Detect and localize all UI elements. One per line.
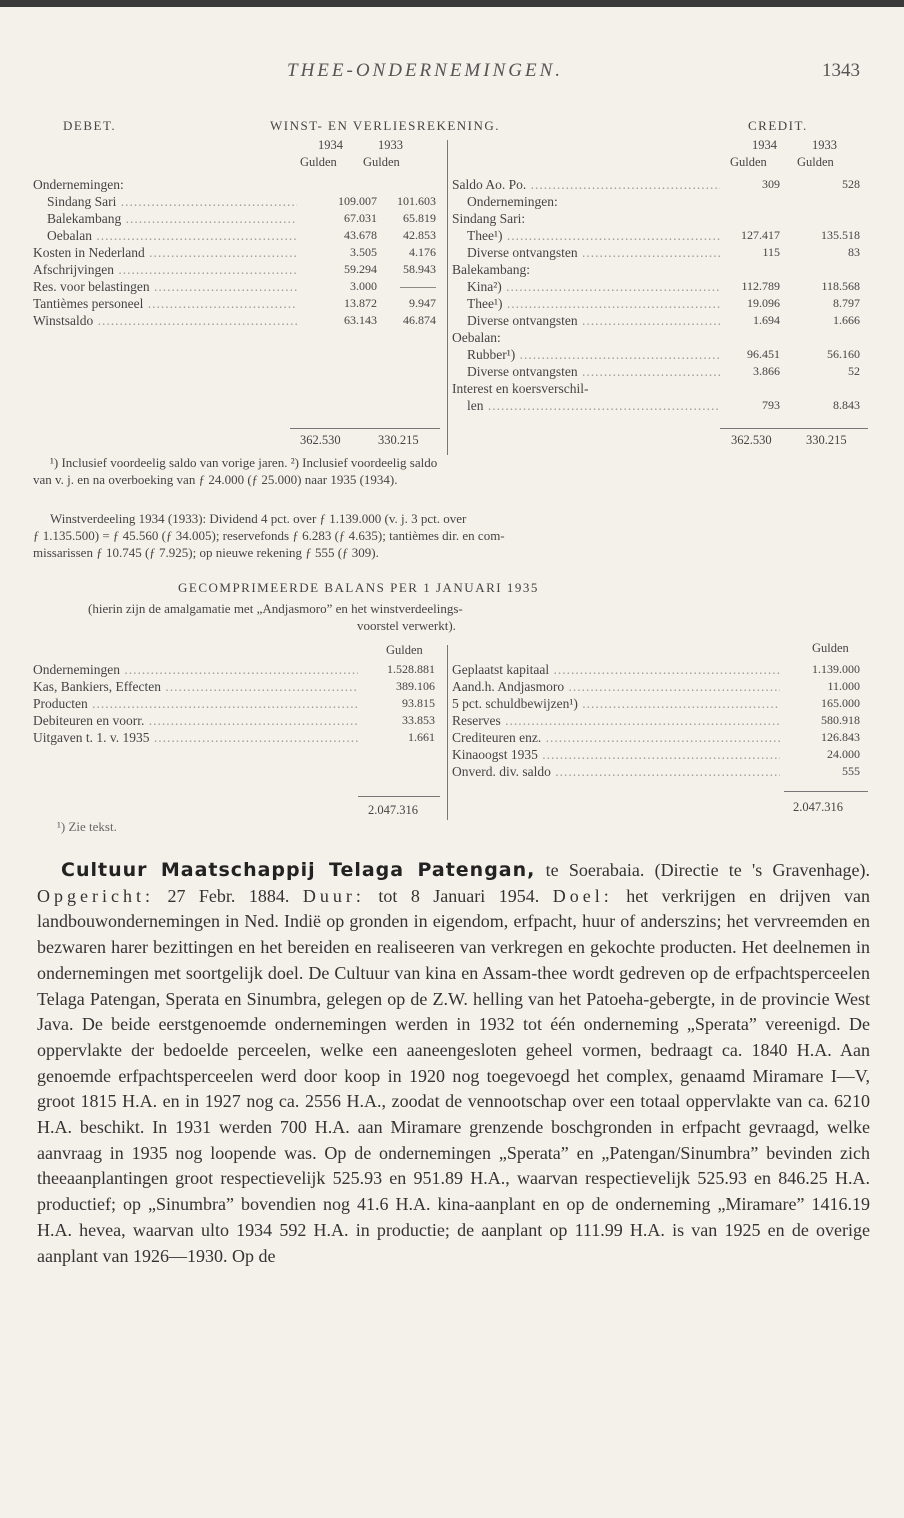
row-value: 1.528.881 — [387, 662, 435, 676]
row-value: 1.139.000 — [812, 662, 860, 676]
row-label: Onverd. div. saldo ..... — [452, 763, 780, 780]
company-name: Cultuur Maatschappij Telaga Patengan, — [61, 859, 536, 881]
debet-total-1933: 330.215 — [378, 433, 419, 447]
row-value: 389.106 — [396, 679, 435, 693]
value-1933: 83 — [848, 245, 860, 259]
row-value: 555 — [842, 764, 860, 778]
value-1934: 112.789 — [741, 279, 780, 293]
balans-credit-table — [452, 661, 870, 780]
table-row — [452, 363, 870, 380]
duur-label: Duur: — [302, 885, 365, 906]
table-row — [452, 346, 870, 363]
table-row — [33, 210, 443, 227]
value-1933: 56.160 — [827, 347, 860, 361]
table-row — [452, 295, 870, 312]
balans-total-left: 2.047.316 — [368, 803, 418, 817]
table-row — [33, 695, 443, 712]
balans-title: GECOMPRIMEERDE BALANS PER 1 JANUARI 1935 — [178, 580, 539, 595]
row-label: Aand.h. Andjasmoro ..... — [452, 678, 780, 695]
value-1934: 793 — [762, 398, 780, 412]
balans-total-rule-right — [784, 791, 868, 792]
balans-divider — [447, 645, 448, 820]
value-1933: 8.843 — [833, 398, 860, 412]
table-row — [33, 176, 443, 193]
row-label: Winstsaldo ..... — [33, 312, 297, 329]
opgericht-label: Opgericht: — [37, 885, 154, 906]
credit-total-1933: 330.215 — [806, 433, 847, 447]
row-value: 126.843 — [821, 730, 860, 744]
credit-unit-1934: Gulden — [730, 155, 767, 169]
winstverdeeling-line: Winstverdeeling 1934 (1933): Dividend 4 pct. over ƒ 1.139.000 (v. j. 3 pct. over — [50, 511, 467, 526]
row-value: 580.918 — [821, 713, 860, 727]
table-row — [452, 695, 870, 712]
value-1933: 42.853 — [403, 228, 436, 242]
debet-unit-1933: Gulden — [363, 155, 400, 169]
table-row — [33, 244, 443, 261]
row-label: Sindang Sari ..... — [47, 193, 297, 210]
row-label: Tantièmes personeel ..... — [33, 295, 297, 312]
table-row — [452, 746, 870, 763]
table-row — [33, 661, 443, 678]
table-row — [33, 278, 443, 295]
row-value: 11.000 — [827, 679, 860, 693]
winstverdeeling-line: ƒ 1.135.500) = ƒ 45.560 (ƒ 34.005); reservefonds ƒ 6.283 (ƒ 4.635); tantièmes dir. en com- — [33, 528, 505, 543]
table-row — [452, 244, 870, 261]
scan-edge — [0, 0, 904, 7]
row-label: Oebalan ..... — [47, 227, 297, 244]
debet-table — [33, 176, 443, 329]
row-label: Ondernemingen ..... — [33, 661, 358, 678]
company-location: te Soerabaia. — [535, 860, 645, 880]
credit-heading: CREDIT. — [748, 118, 808, 133]
winstverdeeling-line: missarissen ƒ 10.745 (ƒ 7.925); op nieuwe rekening ƒ 555 (ƒ 309). — [33, 545, 379, 560]
value-1934: 3.000 — [350, 279, 377, 293]
value-1934: 43.678 — [344, 228, 377, 242]
value-1933: 58.943 — [403, 262, 436, 276]
footnote-line: ¹) Inclusief voordeelig saldo van vorige jaren. ²) Inclusief voordeelig saldo — [50, 455, 438, 470]
balans-total-rule-left — [358, 796, 440, 797]
value-1933: 1.666 — [833, 313, 860, 327]
row-label: Diverse ontvangsten ..... — [467, 312, 720, 329]
table-row — [452, 210, 870, 227]
table-row — [452, 678, 870, 695]
credit-year-1933: 1933 — [812, 138, 837, 152]
row-label: Geplaatst kapitaal ..... — [452, 661, 780, 678]
value-1933: 101.603 — [397, 194, 436, 208]
row-label: 5 pct. schuldbewijzen¹) ..... — [452, 695, 780, 712]
value-1933: 52 — [848, 364, 860, 378]
value-1934: 59.294 — [344, 262, 377, 276]
row-label: Afschrijvingen ..... — [33, 261, 297, 278]
table-row — [452, 278, 870, 295]
table-row — [452, 729, 870, 746]
row-label: Producten ..... — [33, 695, 358, 712]
value-1934: 127.417 — [741, 228, 780, 242]
running-title: THEE-ONDERNEMINGEN. — [287, 60, 564, 81]
company-article — [37, 858, 870, 1269]
value-1933: 65.819 — [403, 211, 436, 225]
doel-label: Doel: — [552, 885, 613, 906]
value-1933: 528 — [842, 177, 860, 191]
value-1933: ——— — [400, 279, 436, 293]
value-1934: 96.451 — [747, 347, 780, 361]
value-1933: 4.176 — [409, 245, 436, 259]
row-label: Crediteuren enz. ..... — [452, 729, 780, 746]
balans-unit-right: Gulden — [812, 641, 849, 655]
row-label: Saldo Ao. Po. ..... — [452, 176, 720, 193]
balans-total-right: 2.047.316 — [793, 800, 843, 814]
table-row — [33, 312, 443, 329]
row-label: Res. voor belastingen ..... — [33, 278, 297, 295]
credit-total-1934: 362.530 — [731, 433, 772, 447]
value-1934: 19.096 — [747, 296, 780, 310]
row-label: Kosten in Nederland ..... — [33, 244, 297, 261]
table-row — [452, 380, 870, 397]
row-label: Thee¹) ..... — [467, 227, 720, 244]
row-label: Kina²) ..... — [467, 278, 720, 295]
value-1934: 115 — [762, 245, 780, 259]
table-row — [452, 176, 870, 193]
row-label: Kinaoogst 1935 ..... — [452, 746, 780, 763]
table-row — [33, 227, 443, 244]
balans-subtitle: (hierin zijn de amalgamatie met „Andjasmoro” en het winstverdeelings- — [88, 601, 463, 616]
table-row — [452, 661, 870, 678]
balans-debet-table — [33, 661, 443, 746]
table-row — [452, 261, 870, 278]
row-label: Interest en koersverschil- — [452, 381, 589, 396]
pl-divider — [447, 140, 448, 455]
row-value: 93.815 — [402, 696, 435, 710]
table-row — [452, 329, 870, 346]
value-1934: 309 — [762, 177, 780, 191]
table-row — [452, 712, 870, 729]
table-row — [452, 227, 870, 244]
row-label: len ..... — [467, 397, 720, 414]
article-body: het verkrijgen en drijven van landbouwondernemingen in Ned. Indië op gronden in eigendom, erfpacht, huur of anderszins; het vervreemden en bezwaren harer bezittingen en het bereiden en realiseeren van verkregen en gekochte producten. Het deelnemen in ondernemingen met soortgelijk doel. De Cultuur van kina en Assam-thee wordt gedreven op de erfpachtsperceelen Telaga Patengan, Sperata en Sinumbra, gelegen op de Z.W. helling van het Patoeha-gebergte, in de provincie West Java. De beide eerstgenoemde ondernemingen werden in 1932 tot één onderneming „Sperata” vereenigd. De oppervlakte der bedoelde perceelen, welke een aaneengesloten geheel vormen, bedraagt ca. 1840 H.A. Aan genoemde erfpachtsperceelen werd door koop in 1920 nog toegevoegd het complex, genaamd Miramare I—V, groot 1815 H.A. en in 1927 nog ca. 2556 H.A., zoodat de vennootschap over een totaal oppervlakte van ca. 6210 H.A. beschikt. In 1931 werden 700 H.A. aan Miramare grenzende boschgronden in erfpacht gevraagd, welke aanvraag in 1935 nog loopende was. Op de ondernemingen „Sperata” en „Patengan/Sinumbra” bevinden zich theeaanplantingen groot respectievelijk 525.93 en 951.89 H.A., waarvan respectievelijk 525.93 en 846.25 H.A. productief; op „Sinumbra” bovendien nog 41.6 H.A. kina-aanplant en op de onderneming „Miramare” 1416.19 H.A. hevea, waarvan ulto 1934 592 H.A. in productie; de aanplant op 111.99 H.A. is van 1925 en de overige aanplant van 1926—1930. Op de — [37, 885, 871, 1266]
page-number: 1343 — [822, 60, 860, 81]
credit-unit-1933: Gulden — [797, 155, 834, 169]
debet-year-1934: 1934 — [318, 138, 343, 152]
value-1934: 13.872 — [344, 296, 377, 310]
table-row — [452, 763, 870, 780]
row-label: Debiteuren en voorr. ..... — [33, 712, 358, 729]
opgericht-value: 27 Febr. 1884. — [153, 885, 290, 906]
duur-value: tot 8 Januari 1954. — [364, 885, 540, 906]
balans-unit-left: Gulden — [386, 643, 423, 657]
row-label: Rubber¹) ..... — [467, 346, 720, 363]
value-1933: 8.797 — [833, 296, 860, 310]
row-label: Oebalan: — [452, 330, 501, 345]
table-row — [33, 261, 443, 278]
row-label: Thee¹) ..... — [467, 295, 720, 312]
credit-table — [452, 176, 870, 414]
directie-text: (Directie te 's Gravenhage). — [654, 860, 871, 880]
row-value: 165.000 — [821, 696, 860, 710]
footnote-line: van v. j. en na overboeking van ƒ 24.000 (ƒ 25.000) naar 1935 (1934). — [33, 472, 398, 487]
table-row — [33, 295, 443, 312]
row-label: Diverse ontvangsten ..... — [467, 244, 720, 261]
value-1933: 135.518 — [821, 228, 860, 242]
value-1934: 109.007 — [338, 194, 377, 208]
value-1934: 1.694 — [753, 313, 780, 327]
value-1933: 118.568 — [821, 279, 860, 293]
row-label: Ondernemingen: — [467, 194, 558, 209]
table-row — [452, 397, 870, 414]
balans-footnote: ¹) Zie tekst. — [57, 819, 117, 834]
value-1934: 67.031 — [344, 211, 377, 225]
value-1934: 63.143 — [344, 313, 377, 327]
value-1934: 3.866 — [753, 364, 780, 378]
row-label: Diverse ontvangsten ..... — [467, 363, 720, 380]
row-value: 1.661 — [408, 730, 435, 744]
row-label: Ondernemingen: — [33, 177, 124, 192]
value-1933: 9.947 — [409, 296, 436, 310]
row-label: Uitgaven t. 1. v. 1935 ..... — [33, 729, 358, 746]
row-label: Sindang Sari: — [452, 211, 526, 226]
credit-year-1934: 1934 — [752, 138, 777, 152]
row-label: Balekambang ..... — [47, 210, 297, 227]
row-label: Balekambang: — [452, 262, 530, 277]
debet-year-1933: 1933 — [378, 138, 403, 152]
table-row — [452, 312, 870, 329]
table-row — [33, 712, 443, 729]
table-row — [33, 193, 443, 210]
pl-title: WINST- EN VERLIESREKENING. — [270, 118, 501, 133]
credit-total-rule — [720, 428, 868, 429]
balans-subtitle: voorstel verwerkt). — [357, 618, 456, 633]
value-1933: 46.874 — [403, 313, 436, 327]
debet-heading: DEBET. — [63, 118, 117, 133]
debet-total-1934: 362.530 — [300, 433, 341, 447]
value-1934: 3.505 — [350, 245, 377, 259]
row-label: Kas, Bankiers, Effecten ..... — [33, 678, 358, 695]
row-value: 24.000 — [827, 747, 860, 761]
table-row — [33, 729, 443, 746]
row-label: Reserves ..... — [452, 712, 780, 729]
table-row — [452, 193, 870, 210]
debet-total-rule — [290, 428, 440, 429]
debet-unit-1934: Gulden — [300, 155, 337, 169]
table-row — [33, 678, 443, 695]
row-value: 33.853 — [402, 713, 435, 727]
article-paragraph — [37, 858, 870, 1269]
